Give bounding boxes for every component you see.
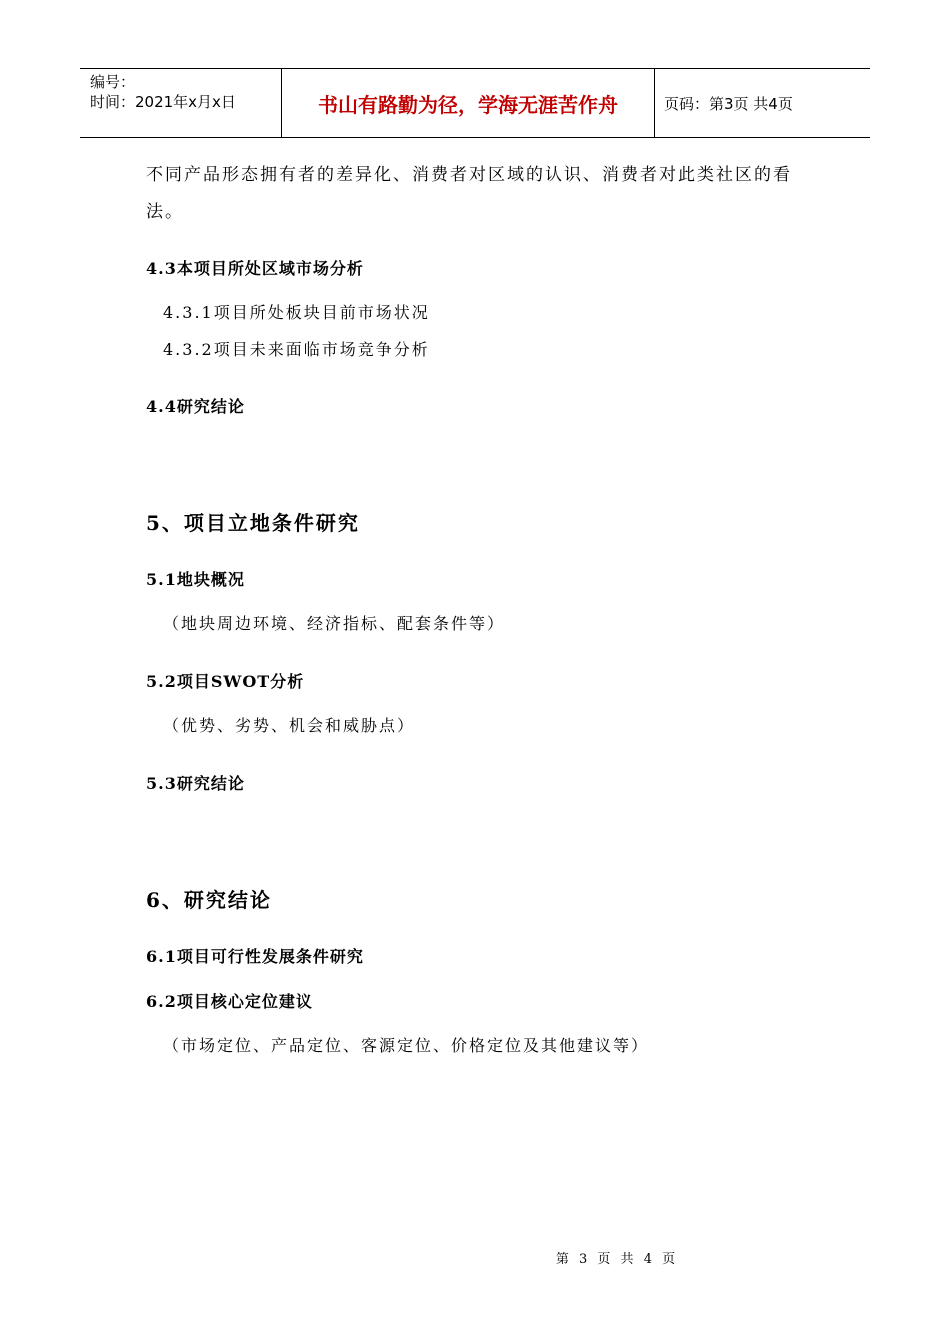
section-heading-5-1: 5.1地块概况 (146, 570, 245, 589)
section-note-5-2: （优势、劣势、机会和威胁点） (163, 716, 416, 735)
chapter-heading-6: 6、研究结论 (146, 888, 272, 912)
page-header (80, 68, 870, 138)
section-heading-6-1: 6.1项目可行性发展条件研究 (146, 947, 364, 966)
section-heading-5-2: 5.2项目SWOT分析 (146, 672, 305, 691)
subsection-4-3-2: 4.3.2项目未来面临市场竞争分析 (163, 340, 430, 359)
subsection-4-3-1: 4.3.1项目所处板块目前市场状况 (163, 303, 430, 322)
header-page-info: 页码：第3页 共4页 (664, 94, 793, 113)
section-heading-5-3: 5.3研究结论 (146, 774, 245, 793)
header-divider (654, 69, 655, 137)
header-motto: 书山有路勤为径，学海无涯苦作舟 (318, 92, 618, 117)
section-heading-4-4: 4.4研究结论 (146, 397, 245, 416)
header-time-label: 时间：2021年x月x日 (90, 93, 236, 111)
chapter-heading-5: 5、项目立地条件研究 (146, 511, 360, 535)
section-heading-6-2: 6.2项目核心定位建议 (146, 992, 313, 1011)
header-number-label: 编号： (90, 73, 136, 91)
header-meta (90, 72, 236, 112)
section-heading-4-3: 4.3本项目所处区域市场分析 (146, 259, 364, 278)
paragraph-line: 不同产品形态拥有者的差异化、消费者对区域的认识、消费者对此类社区的看 (146, 165, 792, 185)
page-footer: 第 3 页 共 4 页 (555, 1252, 679, 1267)
paragraph-line: 法。 (146, 202, 184, 222)
section-note-6-2: （市场定位、产品定位、客源定位、价格定位及其他建议等） (163, 1036, 650, 1055)
section-note-5-1: （地块周边环境、经济指标、配套条件等） (163, 614, 506, 633)
